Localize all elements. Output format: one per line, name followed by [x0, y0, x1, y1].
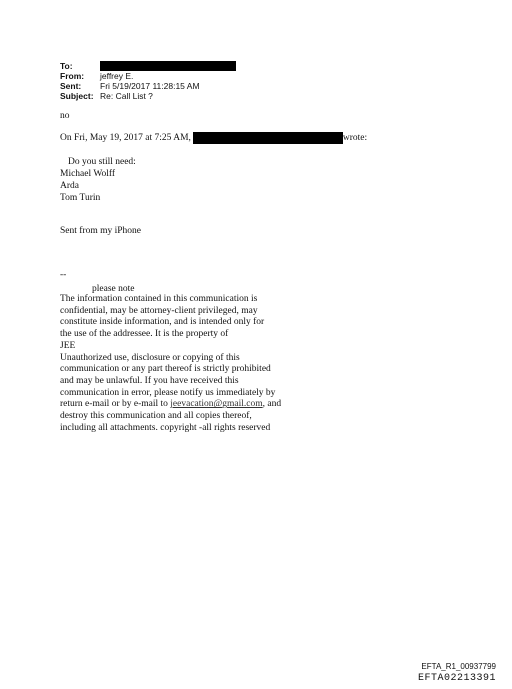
disclaimer-line: destroy this communication and all copies thereof, [60, 411, 252, 422]
disclaimer-line: the use of the addressee. It is the property of [60, 329, 229, 340]
sent-label: Sent: [60, 81, 82, 91]
disclaimer-separator: -- [60, 270, 67, 280]
from-label: From: [60, 71, 85, 81]
document-id-stamp: EFTA02213391 [417, 673, 496, 684]
disclaimer-line: JEE [60, 340, 76, 351]
sent-row [60, 81, 236, 91]
quoted-line-2: Michael Wolff [60, 169, 116, 179]
disclaimer-line: communication in error, please notify us immediately by [60, 387, 276, 398]
quoted-line-4: Tom Turin [60, 193, 101, 203]
quoted-line-1: Do you still need: [68, 157, 136, 167]
sent-value: Fri 5/19/2017 11:28:15 AM [100, 81, 200, 91]
quoted-line-3: Arda [60, 181, 79, 191]
disclaimer-line: including all attachments. copyright -all rights reserved [60, 422, 271, 433]
reference-stamp: EFTA_R1_00937799 [421, 662, 496, 671]
subject-label: Subject: [60, 91, 94, 101]
quote-intro-line [60, 132, 367, 144]
quote-intro: On Fri, May 19, 2017 at 7:25 AM, [60, 133, 191, 143]
disclaimer-line: constitute inside information, and is intended only for [60, 317, 265, 328]
disclaimer-line: communication or any part thereof is strictly prohibited [60, 364, 271, 375]
to-row [60, 61, 236, 71]
from-value: jeffrey E. [100, 71, 134, 81]
disclaimer-heading: please note [92, 284, 135, 294]
disclaimer-line: confidential, may be attorney-client privileged, may [60, 305, 258, 316]
from-row [60, 71, 236, 81]
disclaimer-body [60, 294, 281, 434]
disclaimer-email-line [60, 399, 281, 411]
subject-row [60, 91, 236, 101]
disclaimer-line: and may be unlawful. If you have received this [60, 375, 239, 386]
email-prefix: return e-mail or by e-mail to [60, 399, 171, 410]
to-redaction [100, 61, 236, 71]
disclaimer-line: Unauthorized use, disclosure or copying of this [60, 352, 240, 363]
disclaimer-line: The information contained in this communication is [60, 294, 258, 304]
quote-wrote: wrote: [342, 133, 368, 143]
sender-redaction [193, 132, 343, 144]
reply-text: no [60, 111, 70, 121]
email-header [60, 61, 236, 101]
signature: Sent from my iPhone [60, 226, 142, 236]
to-label: To: [60, 61, 73, 71]
email-suffix: , and [262, 399, 282, 410]
email-link[interactable]: jeevacation@gmail.com [170, 399, 263, 410]
subject-value: Re: Call List ? [100, 91, 153, 101]
